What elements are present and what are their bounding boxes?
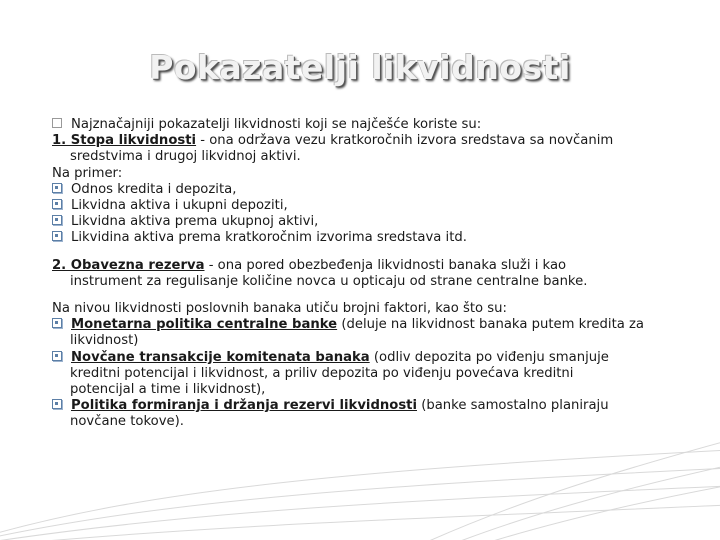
factors-intro: Na nivou likvidnosti poslovnih banaka utiču brojni faktori, kao što su: (52, 301, 507, 317)
factor-label: Politika formiranja i držanja rezervi likvidnosti (71, 398, 418, 414)
example-text: Likvidna aktiva prema ukupnoj aktivi, (71, 214, 319, 230)
example-item (52, 230, 700, 246)
factor-text-cont: novčane tokove). (70, 414, 184, 430)
square-bullet-icon (52, 183, 62, 193)
item1-label: 1. Stopa likvidnosti (52, 133, 197, 149)
factor-text: (banke samostalno planiraju (417, 398, 609, 414)
square-bullet-icon (52, 199, 62, 209)
example-item (52, 214, 700, 230)
intro-text: Najznačajniji pokazatelji likvidnosti koji se najčešće koriste su: (71, 117, 482, 132)
square-bullet-icon (52, 215, 62, 225)
factor-text: (odliv depozita po viđenju smanjuje (369, 349, 609, 365)
example-text: Odnos kredita i depozita, (71, 181, 237, 197)
square-bullet-icon (52, 318, 62, 328)
item1-line-cont: sredstvima i drugoj likvidnoj aktivi. (70, 149, 301, 165)
factor-text-cont: likvidnost) (70, 333, 139, 349)
factor-label: Monetarna politika centralne banke (71, 317, 338, 333)
item2-line (52, 258, 700, 274)
item2-label: 2. Obavezna rezerva (52, 257, 205, 273)
square-bullet-icon (52, 399, 62, 409)
factor-item (52, 350, 700, 366)
checkbox-bullet-icon (52, 118, 62, 128)
decorative-curves (0, 430, 720, 540)
factor-item (52, 398, 700, 414)
example-text: Likvidina aktiva prema kratkoročnim izvorima sredstava itd. (71, 230, 467, 246)
intro-line (52, 117, 700, 133)
square-bullet-icon (52, 231, 62, 241)
factor-item (52, 317, 700, 333)
item2-line-cont: instrument za regulisanje količine novca u opticaju od strane centralne banke. (70, 273, 588, 289)
item2-text: - ona pored obezbeđenja likvidnosti banaka služi i kao (204, 257, 567, 273)
example-item (52, 198, 700, 214)
item1-line (52, 133, 700, 149)
item1-text: - ona održava vezu kratkoročnih izvora sredstava sa novčanim (196, 133, 614, 149)
slide-title: Pokazatelji likvidnosti (149, 48, 571, 87)
factor-text-cont: potencijal a time i likvidnost), (70, 382, 266, 398)
factor-label: Novčane transakcije komitenata banaka (71, 349, 370, 365)
example-text: Likvidna aktiva i ukupni depoziti, (71, 198, 288, 214)
example-item (52, 182, 700, 198)
square-bullet-icon (52, 351, 62, 361)
example-label: Na primer: (52, 165, 123, 181)
factor-text-cont: kreditni potencijal i likvidnost, a priliv depozita po viđenju povećava kreditni (70, 365, 574, 381)
factor-text: (deluje na likvidnost banaka putem kredita za (337, 317, 645, 333)
slide-body (52, 117, 700, 431)
